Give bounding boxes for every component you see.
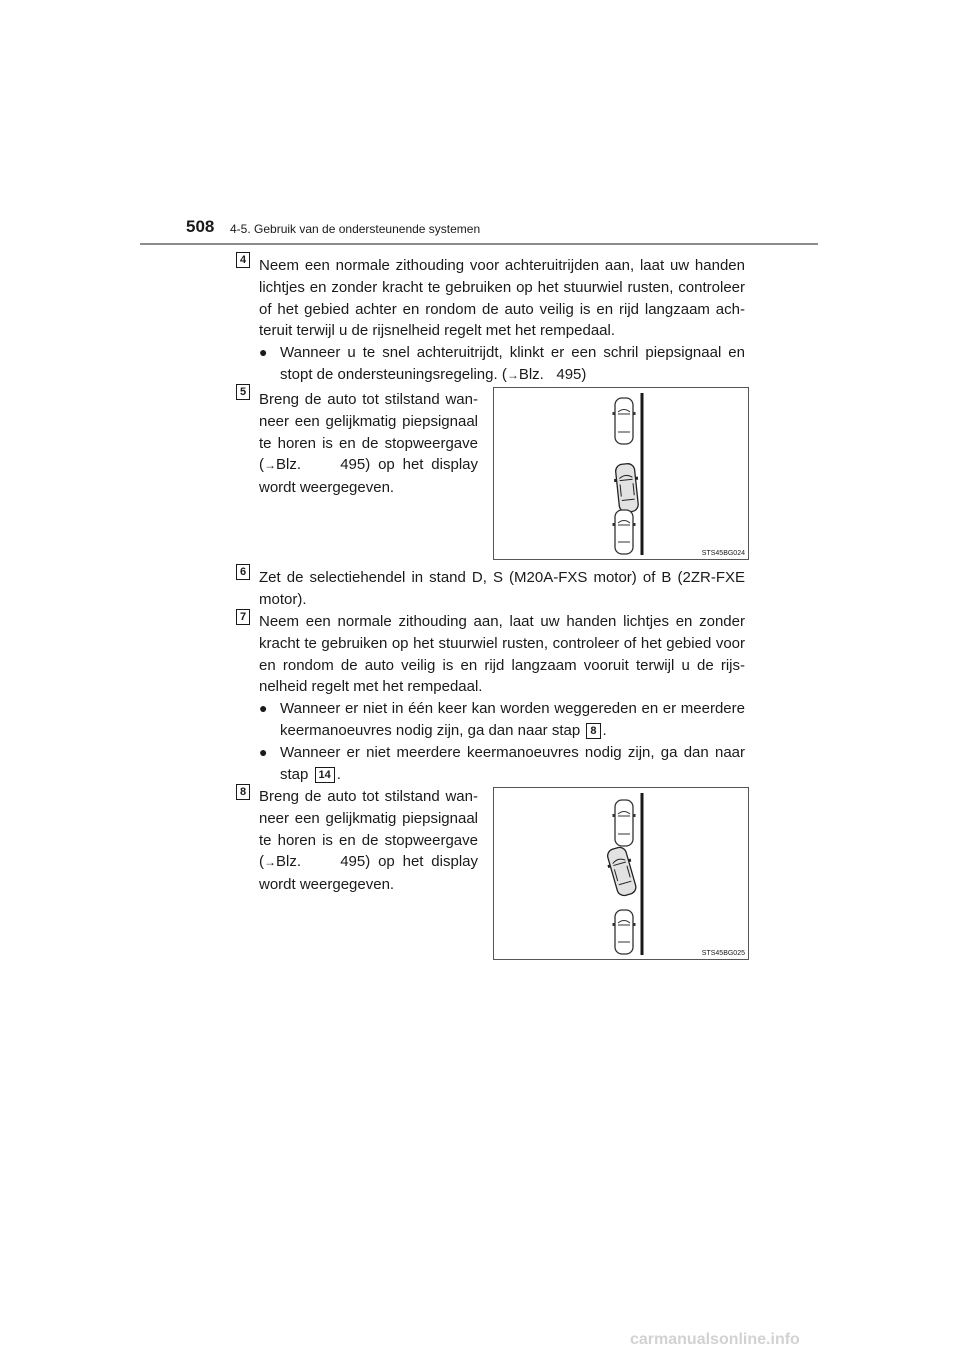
- parking-diagram: [494, 388, 750, 561]
- bullet-text-before: Wanneer er niet in één keer kan worden weggereden en er meerdere keermanoeuvres nodig zijn, ga dan naar stap: [280, 700, 745, 739]
- page-ref-label: Blz.: [276, 853, 302, 871]
- page-ref-number: 495: [340, 853, 366, 871]
- step-7-bullet-1-symbol: ●: [259, 700, 268, 716]
- step-5-text-after: ) op het display wordt weergegeven.: [259, 456, 478, 497]
- step-marker-4: 4: [236, 252, 250, 268]
- step-reference-box: 8: [586, 723, 600, 739]
- arrow-symbol: →: [264, 458, 276, 473]
- step-5-text-before: Breng de auto tot stilstand wan-neer een gelijkmatig piepsignaal te horen is en de stopweergave (: [259, 391, 478, 474]
- step-4-bullet-symbol: ●: [259, 344, 268, 360]
- watermark: carmanualsonline.info: [630, 1331, 800, 1348]
- bullet-text-before: Wanneer er niet meerdere keermanoeuvres nodig zijn, ga dan naar stap: [280, 744, 745, 783]
- step-8-text-after: ) op het display wordt weergegeven.: [259, 853, 478, 894]
- page-ref-label: Blz.: [518, 365, 544, 383]
- step-7-bullet-1-text: [280, 698, 745, 742]
- page-ref-number: 495: [340, 456, 366, 474]
- step-8-text: [259, 786, 478, 896]
- bullet-text-after: .: [336, 765, 341, 783]
- bullet-text-after: ): [581, 365, 587, 383]
- own-car: [613, 463, 642, 513]
- figure-code: STS45BG025: [701, 950, 745, 957]
- parking-illustration-step-8: [493, 787, 749, 960]
- step-8-text-before: Breng de auto tot stilstand wan-neer een gelijkmatig piepsignaal te horen is en de stopweergave (: [259, 788, 478, 871]
- step-4-bullet-text: [280, 342, 745, 387]
- step-6-text: Zet de selectiehendel in stand D, S (M20A-FXS motor) of B (2ZR-FXE motor).: [259, 569, 745, 608]
- page-ref-number: 495: [556, 365, 582, 383]
- step-reference-box: 14: [315, 767, 335, 783]
- bullet-text-before: Wanneer u te snel achteruitrijdt, klinkt er een schril piepsignaal en stopt de ondersteuningsregeling. (: [280, 344, 745, 383]
- own-car: [604, 845, 640, 898]
- step-7-bullet-2-symbol: ●: [259, 744, 268, 760]
- step-marker-6: 6: [236, 564, 250, 580]
- parked-car-front: [613, 398, 636, 444]
- figure-code: STS45BG024: [701, 550, 745, 557]
- header-rule: [140, 243, 818, 245]
- step-4-text: Neem een normale zithouding voor achteruitrijden aan, laat uw handen lichtjes en zonder kracht te gebruiken op het stuurwiel rusten, controleer of het gebied achter en rondom de auto veilig is en rijd langzaam ach-teruit terwijl u de rijsnelheid regelt met het rempedaal.: [259, 257, 745, 340]
- arrow-symbol: →: [264, 855, 276, 870]
- arrow-symbol: →: [506, 367, 519, 382]
- parking-illustration-step-5: [493, 387, 749, 560]
- bullet-text-after: .: [602, 721, 607, 739]
- parked-car-rear: [613, 910, 636, 954]
- step-marker-8: 8: [236, 784, 250, 800]
- step-5-text: [259, 389, 478, 499]
- step-7-text: Neem een normale zithouding aan, laat uw handen lichtjes en zonder kracht te gebruiken op het stuurwiel rusten, controleer of het gebied voor en rondom de auto veilig is en rijd langzaam vooruit terwijl u de rijs-nelheid regelt met het rempedaal.: [259, 613, 745, 696]
- parked-car-front: [613, 800, 636, 846]
- step-marker-7: 7: [236, 609, 250, 625]
- page-ref-label: Blz.: [276, 456, 302, 474]
- step-7-bullet-2-text: [280, 742, 745, 786]
- section-title: 4-5. Gebruik van de ondersteunende systemen: [230, 222, 481, 236]
- step-marker-5: 5: [236, 384, 250, 400]
- page-number: 508: [186, 217, 215, 236]
- parked-car-rear: [613, 510, 636, 554]
- parking-diagram: [494, 788, 750, 961]
